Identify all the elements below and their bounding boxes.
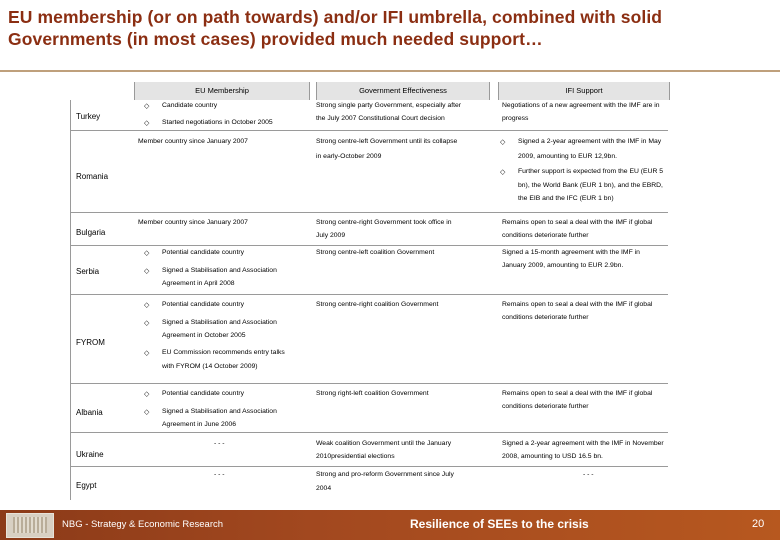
bullet-icon: ◇ — [144, 409, 150, 416]
title-divider — [0, 70, 780, 72]
bullet-icon: ◇ — [144, 268, 150, 275]
table-left-border — [70, 100, 71, 500]
bullet-icon: ◇ — [144, 302, 150, 309]
albania-eu-2b: Agreement in June 2006 — [162, 421, 237, 428]
bullet-icon: ◇ — [144, 320, 150, 327]
serbia-ifi-2: January 2009, amounting to EUR 2.9bn. — [502, 262, 624, 269]
romania-ifi-2b: bn), the World Bank (EUR 1 bn), and the EBRD, — [518, 182, 663, 189]
fyrom-ifi-1: Remains open to seal a deal with the IMF if global — [502, 301, 653, 308]
header-gov-label: Government Effectiveness — [359, 86, 447, 95]
turkey-eu-1: Candidate country — [162, 102, 218, 109]
fyrom-eu-2a: Signed a Stabilisation and Association — [162, 319, 277, 326]
ukraine-ifi-1: Signed a 2-year agreement with the IMF in November — [502, 440, 664, 447]
row-divider — [70, 212, 668, 213]
turkey-ifi-2: progress — [502, 115, 529, 122]
egypt-gov-2: 2004 — [316, 485, 332, 492]
building-icon — [13, 517, 47, 533]
row-divider — [70, 130, 668, 131]
header-eu-label: EU Membership — [195, 86, 249, 95]
bullet-icon: ◇ — [144, 103, 150, 110]
country-bulgaria: Bulgaria — [76, 228, 106, 237]
ukraine-eu-1: - - - — [214, 440, 225, 447]
serbia-eu-1: Potential candidate country — [162, 249, 244, 256]
bulgaria-ifi-1: Remains open to seal a deal with the IMF if global — [502, 219, 653, 226]
bullet-icon: ◇ — [144, 391, 150, 398]
country-ukraine: Ukraine — [76, 450, 104, 459]
egypt-eu-1: - - - — [214, 471, 225, 478]
page-number: 20 — [752, 518, 765, 530]
bullet-icon: ◇ — [500, 139, 506, 146]
turkey-gov-1: Strong single party Government, especially after — [316, 102, 462, 109]
serbia-ifi-1: Signed a 15-month agreement with the IMF in — [502, 249, 640, 256]
header-government — [316, 82, 490, 100]
bulgaria-ifi-2: conditions deteriorate further — [502, 232, 589, 239]
ukraine-gov-2: 2010presidential elections — [316, 453, 395, 460]
romania-ifi-2c: the EIB and the IFC (EUR 1 bn) — [518, 195, 614, 202]
bullet-icon: ◇ — [144, 250, 150, 257]
bullet-icon: ◇ — [144, 120, 150, 127]
turkey-eu-2: Started negotiations in October 2005 — [162, 119, 273, 126]
albania-ifi-1: Remains open to seal a deal with the IMF if global — [502, 390, 653, 397]
romania-eu-1: Member country since January 2007 — [138, 138, 248, 145]
fyrom-ifi-2: conditions deteriorate further — [502, 314, 589, 321]
country-fyrom: FYROM — [76, 338, 105, 347]
serbia-gov-1: Strong centre-left coalition Government — [316, 249, 435, 256]
egypt-gov-1: Strong and pro-reform Government since July — [316, 471, 454, 478]
albania-ifi-2: conditions deteriorate further — [502, 403, 589, 410]
country-serbia: Serbia — [76, 267, 100, 276]
romania-ifi-1a: Signed a 2-year agreement with the IMF in May — [518, 138, 662, 145]
bulgaria-gov-1: Strong centre-right Government took office in — [316, 219, 452, 226]
row-divider — [70, 294, 668, 295]
turkey-ifi-1: Negotiations of a new agreement with the IMF are in — [502, 102, 660, 109]
serbia-eu-2a: Signed a Stabilisation and Association — [162, 267, 277, 274]
bulgaria-eu-1: Member country since January 2007 — [138, 219, 248, 226]
turkey-gov-2: the July 2007 Constitutional Court decision — [316, 115, 445, 122]
albania-eu-1: Potential candidate country — [162, 390, 244, 397]
country-romania: Romania — [76, 172, 109, 181]
page-title: EU membership (or on path towards) and/or IFI umbrella, combined with solid Governments (in most cases) provided much needed support… — [8, 7, 663, 49]
bullet-icon: ◇ — [144, 350, 150, 357]
romania-ifi-2a: Further support is expected from the EU (EUR 5 — [518, 168, 664, 175]
footer-department: NBG - Strategy & Economic Research — [62, 519, 224, 530]
serbia-eu-2b: Agreement in April 2008 — [162, 280, 235, 287]
ukraine-ifi-2: 2008, amounting to USD 16.5 bn. — [502, 453, 603, 460]
fyrom-eu-3a: EU Commission recommends entry talks — [162, 349, 285, 356]
albania-gov-1: Strong right-left coalition Government — [316, 390, 429, 397]
bullet-icon: ◇ — [500, 169, 506, 176]
header-ifi-label: IFI Support — [565, 86, 603, 95]
country-egypt: Egypt — [76, 481, 97, 490]
fyrom-gov-1: Strong centre-right coalition Government — [316, 301, 439, 308]
ukraine-gov-1: Weak coalition Government until the January — [316, 440, 452, 447]
header-ifi-support — [498, 82, 670, 100]
romania-gov-2: in early-October 2009 — [316, 153, 382, 160]
fyrom-eu-2b: Agreement in October 2005 — [162, 332, 246, 339]
header-eu-membership — [134, 82, 310, 100]
row-divider — [70, 466, 668, 467]
nbg-logo — [6, 513, 54, 538]
egypt-ifi-1: - - - — [583, 471, 594, 478]
albania-eu-2a: Signed a Stabilisation and Association — [162, 408, 277, 415]
row-divider — [70, 432, 668, 433]
fyrom-eu-1: Potential candidate country — [162, 301, 244, 308]
romania-ifi-1b: 2009, amounting to EUR 12,9bn. — [518, 153, 617, 160]
bulgaria-gov-2: July 2009 — [316, 232, 346, 239]
country-turkey: Turkey — [76, 112, 101, 121]
country-albania: Albania — [76, 408, 103, 417]
row-divider — [70, 383, 668, 384]
romania-gov-1: Strong centre-left Government until its collapse — [316, 138, 458, 145]
footer-presentation-title: Resilience of SEEs to the crisis — [410, 517, 589, 531]
fyrom-eu-3b: with FYROM (14 October 2009) — [162, 363, 258, 370]
